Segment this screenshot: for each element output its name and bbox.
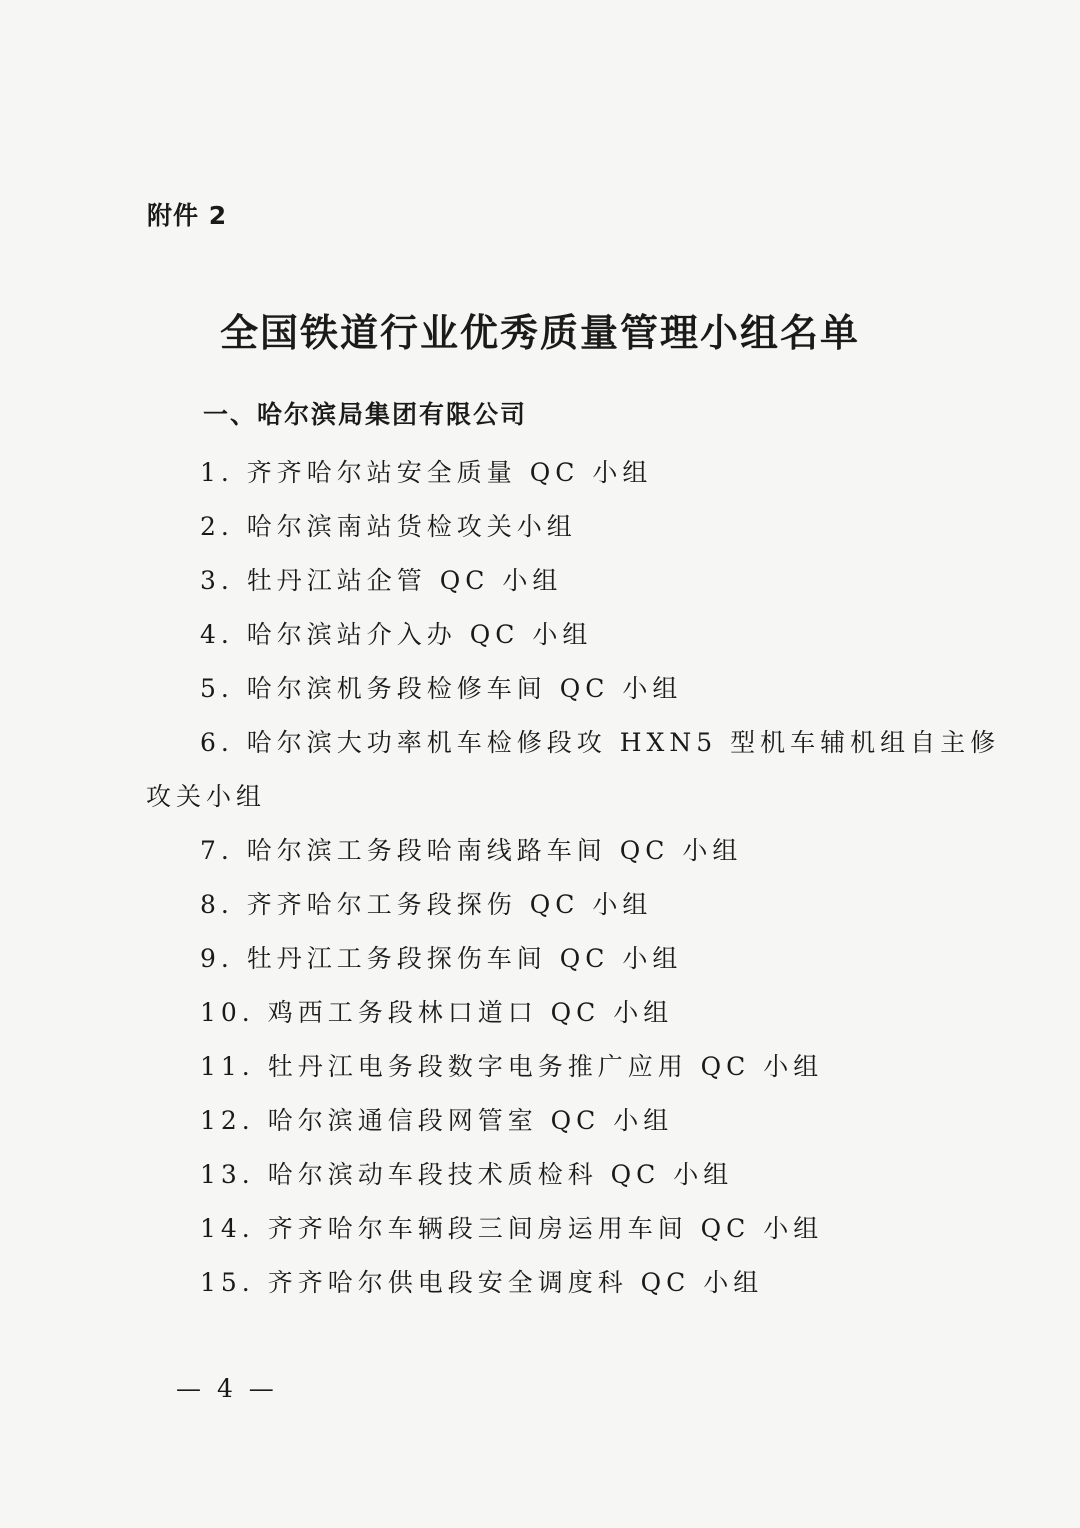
list-item-continuation: 攻关小组 — [146, 782, 267, 811]
document-title: 全国铁道行业优秀质量管理小组名单 — [219, 311, 860, 355]
list-item: 14. 齐齐哈尔车辆段三间房运用车间 QC 小组 — [200, 1214, 824, 1243]
section-heading: 一、哈尔滨局集团有限公司 — [203, 400, 528, 429]
list-item: 11. 牡丹江电务段数字电务推广应用 QC 小组 — [200, 1052, 824, 1081]
list-item: 9. 牡丹江工务段探伤车间 QC 小组 — [200, 944, 683, 973]
list-item: 13. 哈尔滨动车段技术质检科 QC 小组 — [200, 1160, 734, 1189]
list-item-multiline — [146, 723, 1001, 811]
list-item: 15. 齐齐哈尔供电段安全调度科 QC 小组 — [200, 1268, 764, 1297]
list-item: 4. 哈尔滨站介入办 QC 小组 — [200, 620, 593, 649]
list-item: 7. 哈尔滨工务段哈南线路车间 QC 小组 — [200, 836, 743, 865]
list-item: 2. 哈尔滨南站货检攻关小组 — [200, 512, 577, 541]
list-item: 8. 齐齐哈尔工务段探伤 QC 小组 — [200, 890, 653, 919]
list-item: 10. 鸡西工务段林口道口 QC 小组 — [200, 998, 674, 1027]
list-item: 1. 齐齐哈尔站安全质量 QC 小组 — [200, 458, 653, 487]
list-item: 5. 哈尔滨机务段检修车间 QC 小组 — [200, 674, 683, 703]
attachment-label: 附件 2 — [147, 201, 228, 230]
list-item-text: 6. 哈尔滨大功率机车检修段攻 HXN5 型机车辅机组自主修 — [200, 728, 1001, 757]
list-item: 3. 牡丹江站企管 QC 小组 — [200, 566, 563, 595]
list-item: 12. 哈尔滨通信段网管室 QC 小组 — [200, 1106, 674, 1135]
page-number: — 4 — — [176, 1374, 278, 1403]
